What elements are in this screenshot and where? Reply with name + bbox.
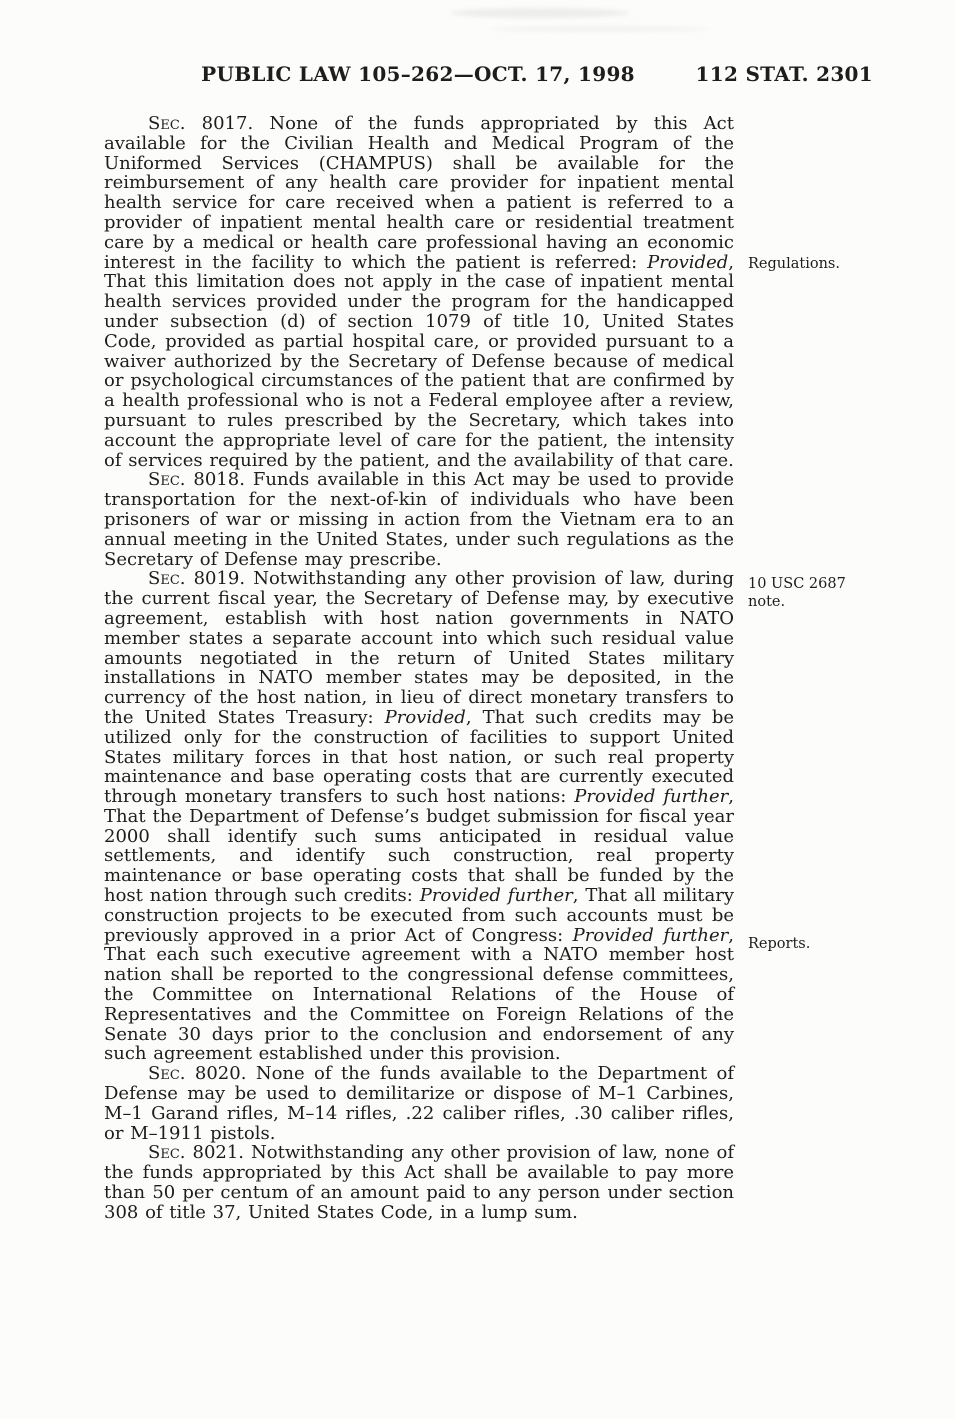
section-text: Funds available in this Act may be used to provide transportation for the next-of-kin of individuals who have been prisoners of war or missing in action from the Vietnam era to an annual meeting in the United States, under such regulations as the Secretary of Defense may prescribe. [104,469,734,570]
margin-note-usc-citation: 10 USC 2687 note. [748,576,846,610]
section-text: None of the funds appropriated by this Act available for the Civilian Health and Medical Program of the Uniformed Services (CHAMPUS) shall be available for the reimbursement of any health care provider for inpatient mental health service for care received when a patient is referred to a provider of inpatient mental health care or residential treatment care by a medical or health care professional having an economic interest in the facility to which the patient is referred: Provided, That this limitation does not apply in the case of inpatient mental health services provided under the program for the handicapped under subsection (d) of section 1079 of title 10, United States Code, provided as partial hospital care, or provided pursuant to a waiver authorized by the Secretary of Defense because of medical or psychological circumstances of the patient that are confirmed by a health professional who is not a Federal employee after a review, pursuant to rules prescribed by the Secretary, which takes into account the appropriate level of care for the patient, the intensity of services required by the patient, and the availability of that care. [104,113,734,471]
section-label: Sec. 8018. [148,469,245,491]
section-text: Notwithstanding any other provision of law, none of the funds appropriated by this Act shall be available to pay more than 50 per centum of an amount paid to any person under section 308 of title 37, United States Code, in a lump sum. [104,1142,734,1223]
section-label: Sec. 8020. [148,1063,247,1085]
section-8021 [104,1143,734,1222]
scan-artifact [490,26,710,32]
margin-note-regulations: Regulations. [748,256,840,272]
section-8018 [104,470,734,569]
stat-citation: 112 STAT. 2301 [695,62,873,86]
law-title: PUBLIC LAW 105–262—OCT. 17, 1998 [201,62,635,86]
section-label: Sec. 8017. [148,113,254,134]
section-text: None of the funds available to the Department of Defense may be used to demilitarize or dispose of M–1 Carbines, M–1 Garand rifles, M–14 rifles, .22 caliber rifles, .30 caliber rifles, or M–1911 pistols. [104,1063,734,1144]
section-8020 [104,1064,734,1143]
section-8017 [104,114,734,470]
section-label: Sec. 8019. [148,568,246,590]
scan-artifact [450,8,630,18]
page-header [104,62,873,92]
statute-body [104,114,734,1223]
section-8019 [104,569,734,1064]
section-text: Notwithstanding any other provision of law, during the current fiscal year, the Secretary of Defense may, by executive agreement, establish with host nation governments in NATO member states a separate account into which such residual value amounts negotiated in the return of United States military installations in NATO member states may be deposited, in the currency of the host nation, in lieu of direct monetary transfers to the United States Treasury: Provided, That such credits may be utilized only for the construction of facilities to support United States military forces in that host nation, or such real property maintenance and base operating costs that are currently executed through monetary transfers to such host nations: Provided further, That the Department of Defense’s budget submission for fiscal year 2000 shall identify such sums anticipated in residual value settlements, and identify such construction, real property maintenance or base operating costs that shall be funded by the host nation through such credits: Provided further, That all military construction projects to be executed from such accounts must be previously approved in a prior Act of Congress: Provided further, That each such executive agreement with a NATO member host nation shall be reported to the congressional defense committees, the Committee on International Relations of the House of Representatives and the Committee on Foreign Relations of the Senate 30 days prior to the conclusion and endorsement of any such agreement established under this provision. [104,568,735,1065]
section-label: Sec. 8021. [148,1142,245,1164]
margin-note-reports: Reports. [748,936,811,952]
